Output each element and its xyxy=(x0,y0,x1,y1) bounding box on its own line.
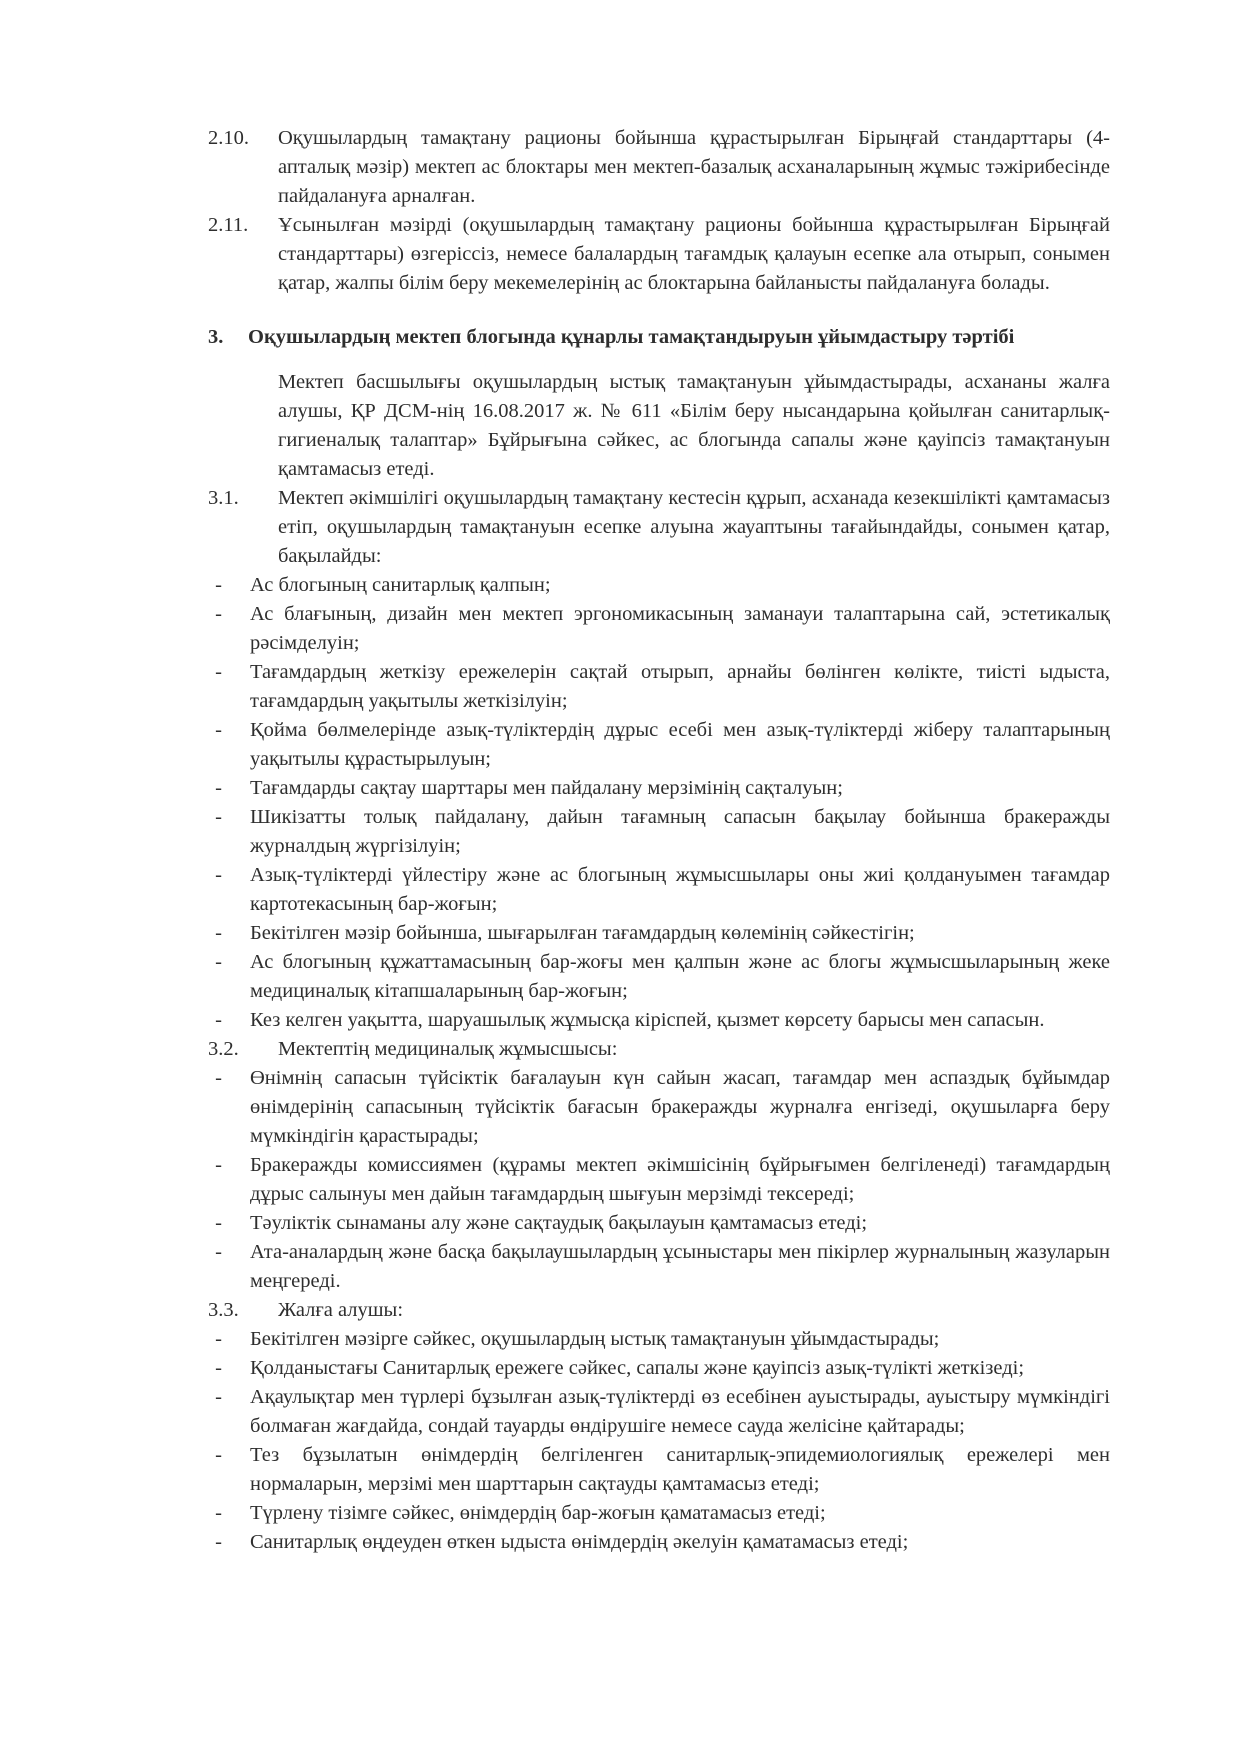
list-item: - Қолданыстағы Санитарлық ережеге сәйкес, сапалы және қауіпсіз азық-түлікті жеткізеді; xyxy=(208,1354,1110,1383)
list-item: - Шикізатты толық пайдалану, дайын тағамның сапасын бақылау бойынша бракеражды журналдың жүргізілуін; xyxy=(208,803,1110,861)
clause-text: Мектептің медициналық жұмысшысы: xyxy=(278,1038,618,1060)
clause-3-2 xyxy=(208,1035,1110,1064)
list-item: - Тағамдардың жеткізу ережелерін сақтай отырып, арнайы бөлінген көлікте, тиісті ыдыста, тағамдардың уақытылы жеткізілуін; xyxy=(208,658,1110,716)
section-title: Оқушылардың мектеп блогында құнарлы тамақтандыруын ұйымдастыру тәртібі xyxy=(248,326,1015,348)
dash-bullet: - xyxy=(215,1067,222,1089)
section-intro: Мектеп басшылығы оқушылардың ыстық тамақтануын ұйымдастырады, асхананы жалға алушы, ҚР ДСМ-нің 16.08.2017 ж. № 611 «Білім беру нысандарына қойылған санитарлық-гигиеналық талаптар» Бұйрығына сәйкес, ас блогында сапалы және қауіпсіз тамақтануын қамтамасыз етеді. xyxy=(278,371,1110,480)
dash-bullet: - xyxy=(215,777,222,799)
document-body xyxy=(208,124,1110,1557)
list-item: - Азық-түліктерді үйлестіру және ас блогының жұмысшылары оны жиі қолдануымен тағамдар картотекасының бар-жоғын; xyxy=(208,861,1110,919)
clause-2-10 xyxy=(208,124,1110,211)
dash-bullet: - xyxy=(215,864,222,886)
dash-bullet: - xyxy=(215,719,222,741)
list-item: - Тәуліктік сынаманы алу және сақтаудық бақылауын қамтамасыз етеді; xyxy=(208,1209,1110,1238)
list-item: - Түрлену тізімге сәйкес, өнімдердің бар-жоғын қаматамасыз етеді; xyxy=(208,1499,1110,1528)
clause-number: 3.1. xyxy=(208,487,239,509)
list-item: - Ас блогының құжаттамасының бар-жоғы мен қалпын және ас блогы жұмысшыларының жеке медициналық кітапшаларының бар-жоғын; xyxy=(208,948,1110,1006)
list-item: - Кез келген уақытта, шаруашылық жұмысқа кіріспей, қызмет көрсету барысы мен сапасын. xyxy=(208,1006,1110,1035)
list-item: - Ата-аналардың және басқа бақылаушылардың ұсыныстары мен пікірлер журналының жазуларын меңгереді. xyxy=(208,1238,1110,1296)
dash-bullet: - xyxy=(215,574,222,596)
clause-3-1 xyxy=(208,484,1110,571)
clause-3-3 xyxy=(208,1296,1110,1325)
bullet-list-3-3 xyxy=(208,1325,1110,1557)
clause-text: Жалға алушы: xyxy=(278,1299,404,1321)
dash-bullet: - xyxy=(215,661,222,683)
list-item: - Бекітілген мәзірге сәйкес, оқушылардың ыстық тамақтануын ұйымдастырады; xyxy=(208,1325,1110,1354)
dash-bullet: - xyxy=(215,1328,222,1350)
list-item: - Тағамдарды сақтау шарттары мен пайдалану мерзімінің сақталуын; xyxy=(208,774,1110,803)
clause-text: Мектеп әкімшілігі оқушылардың тамақтану кестесін құрып, асханада кезекшілікті қамтамасыз етіп, оқушылардың тамақтануын есепке алуына жауаптыны тағайындайды, сонымен қатар, бақылайды: xyxy=(278,487,1110,567)
list-item: - Тез бұзылатын өнімдердің белгіленген санитарлық-эпидемиологиялық ережелері мен нормаларын, мерзімі мен шарттарын сақтауды қамтамасыз етеді; xyxy=(208,1441,1110,1499)
section-number: 3. xyxy=(208,326,224,348)
bullet-list-3-1 xyxy=(208,571,1110,1035)
list-item: - Санитарлық өңдеуден өткен ыдыста өнімдердің әкелуін қаматамасыз етеді; xyxy=(208,1528,1110,1557)
dash-bullet: - xyxy=(215,1502,222,1524)
dash-bullet: - xyxy=(215,1009,222,1031)
list-item: - Өнімнің сапасын түйсіктік бағалауын күн сайын жасап, тағамдар мен аспаздық бұйымдар өнімдерінің сапасының түйсіктік бағасын бракеражды журналға енгізеді, оқушыларға беру мүмкіндігін қарастырады; xyxy=(208,1064,1110,1151)
list-item: - Ас блогының санитарлық қалпын; xyxy=(208,571,1110,600)
dash-bullet: - xyxy=(215,1531,222,1553)
list-item: - Бракеражды комиссиямен (құрамы мектеп әкімшісінің бұйрығымен белгіленеді) тағамдардың дұрыс салынуы мен дайын тағамдардың шығуын мерзімді тексереді; xyxy=(208,1151,1110,1209)
clause-text: Оқушылардың тамақтану рационы бойынша құрастырылған Бірыңғай стандарттары (4-апталық мәзір) мектеп ас блоктары мен мектеп-базалық асханаларының жұмыс тәжірибесінде пайдалануға арналған. xyxy=(278,127,1110,207)
list-item: - Қойма бөлмелерінде азық-түліктердің дұрыс есебі мен азық-түліктерді жіберу талаптарының уақытылы құрастырылуын; xyxy=(208,716,1110,774)
dash-bullet: - xyxy=(215,806,222,828)
dash-bullet: - xyxy=(215,603,222,625)
clause-number: 2.10. xyxy=(208,127,249,149)
dash-bullet: - xyxy=(215,1357,222,1379)
list-item: - Ақаулықтар мен түрлері бұзылған азық-түліктерді өз есебінен ауыстырады, ауыстыру мүмкіндігі болмаған жағдайда, сондай тауарды өндірушіге немесе сауда желісіне қайтарады; xyxy=(208,1383,1110,1441)
list-item: - Ас блағының, дизайн мен мектеп эргономикасының заманауи талаптарына сай, эстетикалық рәсімделуін; xyxy=(208,600,1110,658)
dash-bullet: - xyxy=(215,1444,222,1466)
list-item: - Бекітілген мәзір бойынша, шығарылған тағамдардың көлемінің сәйкестігін; xyxy=(208,919,1110,948)
dash-bullet: - xyxy=(215,1241,222,1263)
dash-bullet: - xyxy=(215,922,222,944)
clause-number: 3.3. xyxy=(208,1299,239,1321)
clause-number: 2.11. xyxy=(208,214,249,236)
dash-bullet: - xyxy=(215,1154,222,1176)
clause-2-11 xyxy=(208,211,1110,298)
bullet-list-3-2 xyxy=(208,1064,1110,1296)
dash-bullet: - xyxy=(215,1386,222,1408)
clause-text: Ұсынылған мәзірді (оқушылардың тамақтану рационы бойынша құрастырылған Бірыңғай стандарттары) өзгеріссіз, немесе балалардың тағамдық қалауын есепке ала отырып, сонымен қатар, жалпы білім беру мекемелерінің ас блоктарына байланысты пайдалануға болады. xyxy=(278,214,1110,294)
dash-bullet: - xyxy=(215,951,222,973)
section-heading xyxy=(208,323,1110,352)
clause-number: 3.2. xyxy=(208,1038,239,1060)
dash-bullet: - xyxy=(215,1212,222,1234)
